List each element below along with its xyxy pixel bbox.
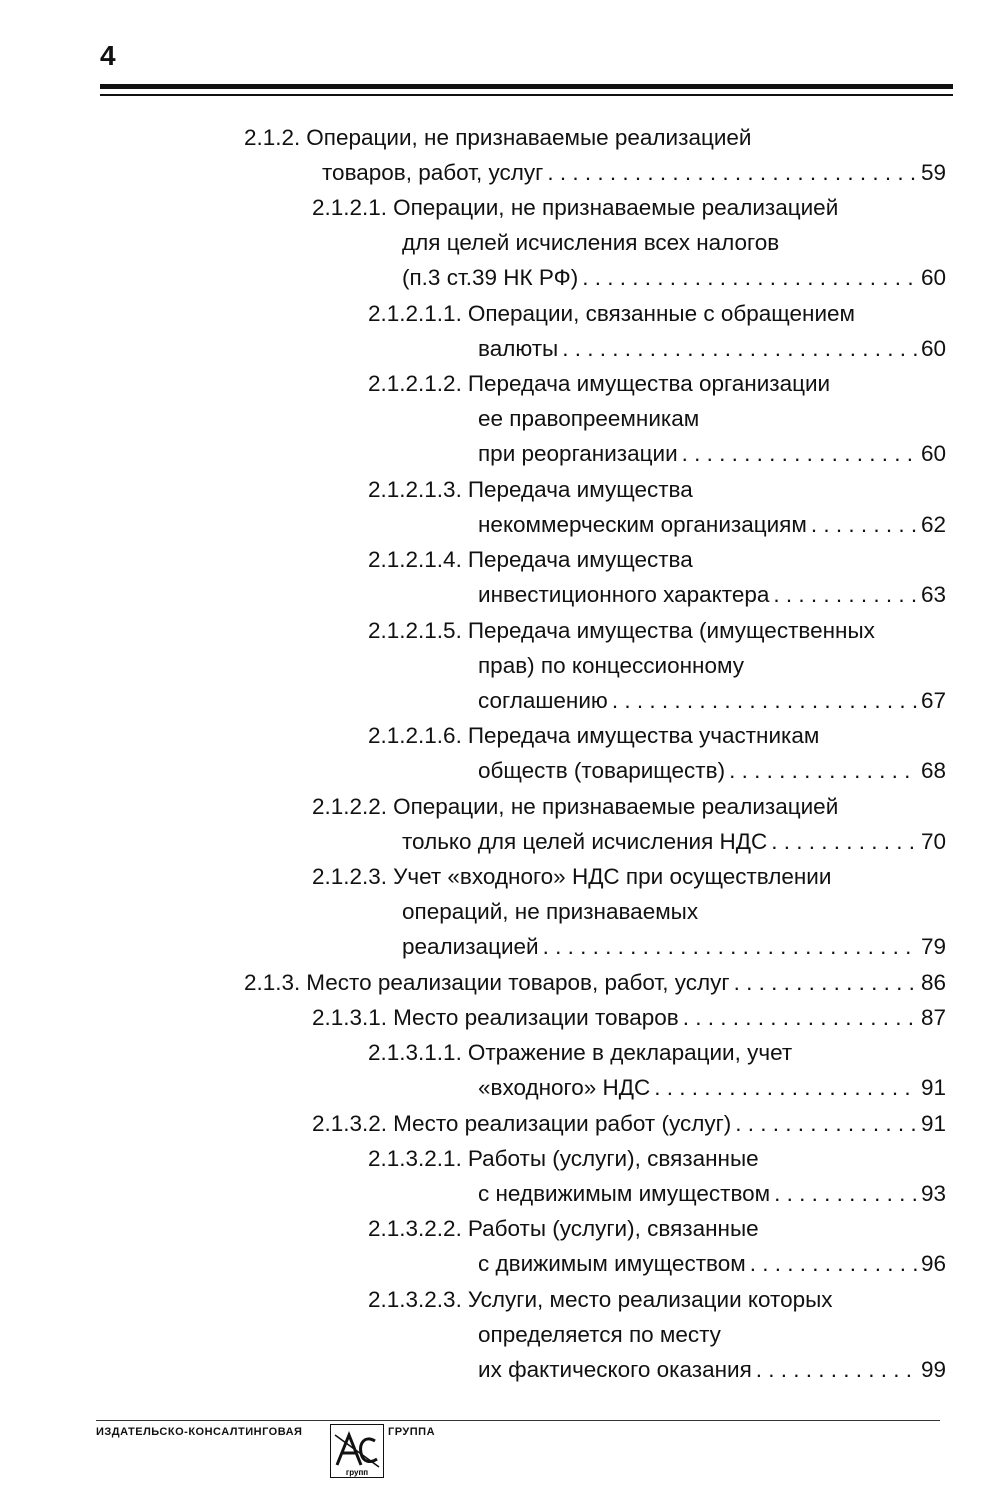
toc-page-number: 60 bbox=[920, 441, 946, 467]
toc-entry-number: 2.1.2.1.4. bbox=[368, 547, 462, 573]
toc-entry bbox=[368, 1141, 946, 1211]
toc-page-number: 93 bbox=[920, 1180, 946, 1206]
toc-entry-line bbox=[312, 260, 946, 295]
toc-entry-title: Место реализации товаров, работ, услуг bbox=[306, 969, 730, 995]
publisher-name-right: ГРУППА bbox=[388, 1426, 436, 1438]
toc-entry-title: Операции, связанные с обращением bbox=[467, 301, 856, 326]
toc-entry-title: реализацией bbox=[402, 934, 539, 960]
toc-entry-line bbox=[244, 120, 946, 155]
toc-entry-title: валюты bbox=[478, 336, 559, 361]
toc-entry-number: 2.1.2.1. bbox=[312, 195, 388, 221]
toc-entry-title: Передача имущества организации bbox=[467, 371, 831, 397]
toc-leader-dots bbox=[811, 507, 917, 542]
toc-entry-line bbox=[368, 1070, 946, 1105]
toc-entry-title: обществ (товариществ) bbox=[478, 758, 726, 784]
toc-entry-title: Отражение в декларации, учет bbox=[467, 1040, 793, 1066]
toc-entry-line bbox=[312, 1106, 946, 1141]
toc-entry-line bbox=[368, 1141, 946, 1176]
toc-entry-title: соглашению bbox=[478, 687, 608, 713]
toc-entry bbox=[368, 613, 946, 718]
toc-entry-title: Работы (услуги), связанные bbox=[467, 1216, 759, 1242]
toc-entry-line bbox=[312, 859, 946, 894]
toc-leader-dots bbox=[735, 1106, 917, 1141]
toc-entry bbox=[312, 859, 946, 964]
toc-entry-line bbox=[368, 296, 946, 331]
toc-entry-line bbox=[368, 507, 946, 542]
toc-page-number: 60 bbox=[920, 336, 946, 361]
toc-entry bbox=[368, 542, 946, 612]
toc-entry-title: Место реализации работ (услуг) bbox=[393, 1110, 732, 1136]
toc-entry-number: 2.1.2. bbox=[244, 125, 301, 150]
toc-entry-number: 2.1.2.1.3. bbox=[368, 477, 462, 502]
toc-entry-line bbox=[368, 436, 946, 471]
publisher-logo bbox=[330, 1424, 384, 1478]
toc-page-number: 91 bbox=[920, 1110, 946, 1136]
publisher-logo-icon bbox=[331, 1425, 383, 1477]
toc-entry-line bbox=[244, 155, 946, 190]
toc-entry-line bbox=[368, 753, 946, 788]
toc-page-number: 91 bbox=[920, 1075, 946, 1101]
toc-entry-line bbox=[368, 1246, 946, 1281]
toc-leader-dots bbox=[734, 965, 917, 1000]
toc-leader-dots bbox=[773, 577, 917, 612]
toc-entry bbox=[368, 1282, 946, 1387]
toc-entry bbox=[368, 366, 946, 471]
toc-page-number: 99 bbox=[920, 1356, 946, 1382]
toc-entry-title: Передача имущества bbox=[467, 477, 693, 502]
toc-entry-line bbox=[368, 1282, 946, 1317]
toc-entry-title: операций, не признаваемых bbox=[402, 899, 699, 925]
toc-entry bbox=[244, 965, 946, 1000]
toc-entry-title: Передача имущества bbox=[467, 547, 693, 573]
toc-entry-title: их фактического оказания bbox=[478, 1356, 752, 1382]
toc-entry-line bbox=[368, 331, 946, 366]
toc-entry-line bbox=[368, 401, 946, 436]
toc-page-number: 79 bbox=[920, 934, 946, 960]
toc-entry-title: некоммерческим организациям bbox=[478, 512, 807, 537]
toc-entry bbox=[312, 190, 946, 295]
toc-entry bbox=[368, 1035, 946, 1105]
toc-page-number: 60 bbox=[920, 265, 946, 291]
page-number: 4 bbox=[100, 40, 116, 71]
toc-entry-number: 2.1.3.1. bbox=[312, 1005, 388, 1030]
toc-entry-number: 2.1.3. bbox=[244, 969, 301, 995]
toc-entry-title: Операции, не признаваемые реализацией bbox=[306, 125, 752, 150]
toc-entry-number: 2.1.3.2. bbox=[312, 1110, 388, 1136]
toc-entry-title: Место реализации товаров bbox=[393, 1005, 679, 1030]
toc-entry-line bbox=[368, 1317, 946, 1352]
toc-leader-dots bbox=[729, 753, 917, 788]
toc-entry-line bbox=[368, 718, 946, 753]
toc-entry-title: Передача имущества (имущественных bbox=[467, 617, 875, 643]
toc-entry bbox=[312, 1000, 946, 1035]
toc-entry-line bbox=[368, 1176, 946, 1211]
toc-entry-line bbox=[312, 894, 946, 929]
toc-entry-number: 2.1.2.1.1. bbox=[368, 301, 462, 326]
toc-entry-title: (п.3 ст.39 НК РФ) bbox=[402, 265, 579, 291]
toc-entry-title: товаров, работ, услуг bbox=[322, 160, 544, 185]
toc-leader-dots bbox=[750, 1246, 917, 1281]
toc-entry-title: с движимым имуществом bbox=[478, 1251, 746, 1277]
svg-text:групп: групп bbox=[345, 1468, 369, 1477]
toc-entry-title: с недвижимым имуществом bbox=[478, 1180, 771, 1206]
toc-entry-number: 2.1.2.1.2. bbox=[368, 371, 462, 397]
toc-entry-line bbox=[368, 1352, 946, 1387]
toc-entry-line bbox=[368, 1035, 946, 1070]
toc-entry-title: только для целей исчисления НДС bbox=[402, 828, 768, 854]
toc-entry-title: для целей исчисления всех налогов bbox=[402, 230, 780, 256]
toc-entry-line bbox=[368, 366, 946, 401]
toc-entry-number: 2.1.2.1.6. bbox=[368, 723, 462, 749]
toc-page-number: 59 bbox=[920, 160, 946, 185]
toc-leader-dots bbox=[654, 1070, 917, 1105]
toc-entry-line bbox=[368, 613, 946, 648]
toc-entry bbox=[368, 472, 946, 542]
toc-leader-dots bbox=[543, 929, 917, 964]
toc-page-number: 67 bbox=[920, 687, 946, 713]
toc-page-number: 70 bbox=[920, 828, 946, 854]
toc-entry-line bbox=[312, 789, 946, 824]
toc-entry bbox=[312, 1106, 946, 1141]
toc-leader-dots bbox=[562, 331, 917, 366]
toc-page-number: 63 bbox=[920, 582, 946, 608]
toc-entry-title: прав) по концессионному bbox=[478, 652, 744, 678]
toc-entry-line bbox=[368, 648, 946, 683]
toc-entry-title: инвестиционного характера bbox=[478, 582, 770, 608]
toc-entry-line bbox=[312, 1000, 946, 1035]
toc-entry-line bbox=[312, 824, 946, 859]
toc-entry bbox=[368, 718, 946, 788]
toc-entry-line bbox=[368, 542, 946, 577]
toc-page-number: 96 bbox=[920, 1251, 946, 1277]
toc-entry bbox=[368, 1211, 946, 1281]
toc-page-number: 87 bbox=[920, 1005, 946, 1030]
toc-entry bbox=[312, 789, 946, 859]
toc-entry-title: «входного» НДС bbox=[478, 1075, 651, 1101]
toc-entry-title: определяется по месту bbox=[478, 1321, 721, 1347]
toc-entry-line bbox=[312, 225, 946, 260]
toc-entry-title: при реорганизации bbox=[478, 441, 678, 467]
footer-rule bbox=[96, 1420, 940, 1421]
toc-leader-dots bbox=[612, 683, 917, 718]
toc-entry-number: 2.1.2.2. bbox=[312, 793, 388, 819]
toc-leader-dots bbox=[547, 155, 917, 190]
toc-entry-number: 2.1.3.2.1. bbox=[368, 1145, 462, 1171]
toc-leader-dots bbox=[756, 1352, 917, 1387]
toc-entry-number: 2.1.2.1.5. bbox=[368, 617, 462, 643]
toc-entry bbox=[244, 120, 946, 190]
toc-entry-title: Учет «входного» НДС при осуществлении bbox=[393, 864, 832, 890]
toc-entry-number: 2.1.3.2.3. bbox=[368, 1286, 462, 1312]
toc-entry-title: Операции, не признаваемые реализацией bbox=[393, 793, 839, 819]
toc-entry-title: ее правопреемникам bbox=[478, 406, 700, 432]
toc-entry-title: Услуги, место реализации которых bbox=[467, 1286, 833, 1312]
toc-page-number: 86 bbox=[920, 969, 946, 995]
toc-entry-line bbox=[368, 683, 946, 718]
toc-leader-dots bbox=[774, 1176, 917, 1211]
toc-entry-title: Передача имущества участникам bbox=[467, 723, 820, 749]
toc-entry-title: Операции, не признаваемые реализацией bbox=[393, 195, 839, 221]
toc-entry-line bbox=[368, 1211, 946, 1246]
toc-leader-dots bbox=[582, 260, 917, 295]
toc-leader-dots bbox=[771, 824, 917, 859]
toc-leader-dots bbox=[683, 1000, 917, 1035]
toc-page-number: 62 bbox=[920, 512, 946, 537]
toc-entry-line bbox=[368, 577, 946, 612]
toc-entry-number: 2.1.3.2.2. bbox=[368, 1216, 462, 1242]
toc-entry-line bbox=[244, 965, 946, 1000]
toc-entry bbox=[368, 296, 946, 366]
publisher-name-left: ИЗДАТЕЛЬСКО-КОНСАЛТИНГОВАЯ bbox=[96, 1426, 303, 1438]
toc-entry-line bbox=[312, 929, 946, 964]
toc-entry-line bbox=[312, 190, 946, 225]
toc-page-number: 68 bbox=[920, 758, 946, 784]
toc-entry-line bbox=[368, 472, 946, 507]
toc-entry-number: 2.1.3.1.1. bbox=[368, 1040, 462, 1066]
toc-leader-dots bbox=[682, 436, 917, 471]
toc-entry-title: Работы (услуги), связанные bbox=[467, 1145, 759, 1171]
toc-entry-number: 2.1.2.3. bbox=[312, 864, 388, 890]
